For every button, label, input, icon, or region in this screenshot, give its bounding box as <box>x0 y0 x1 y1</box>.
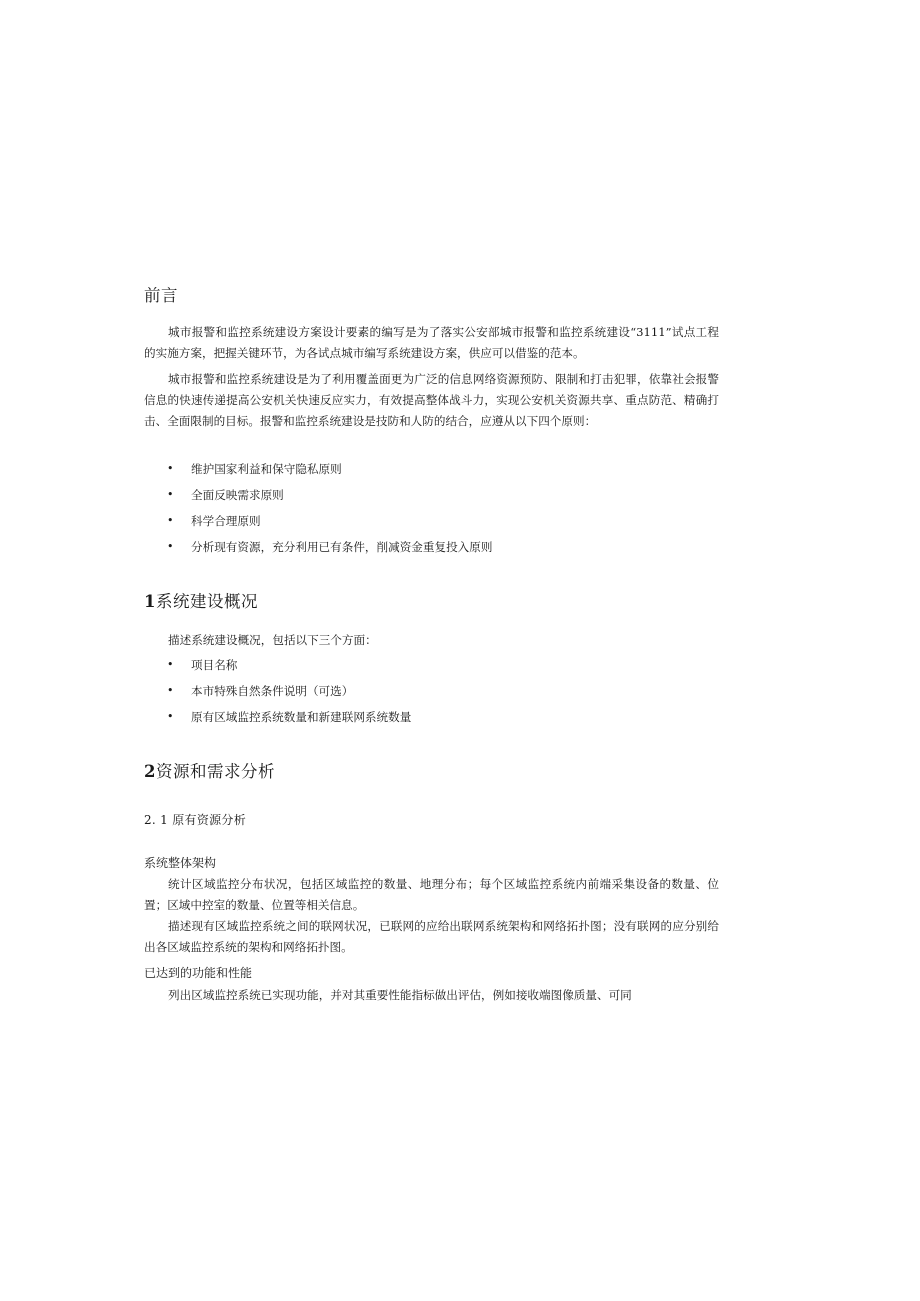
functions-title: 已达到的功能和性能 <box>144 966 253 980</box>
overview-item-3: 原有区域监控系统数量和新建联网系统数量 <box>191 710 412 724</box>
section-1-number: 1 <box>144 592 156 611</box>
section-1-intro: 描述系统建设概况，包括以下三个方面： <box>168 633 377 647</box>
preface-paragraph-2: 城市报警和监控系统建设是为了利用覆盖面更为广泛的信息网络资源预防、限制和打击犯罪，依靠社会报警信息的快速传递提高公安机关快速反应实力，有效提高整体战斗力，实现公安机关资源共享、重点防范、精确打击、全面限制的目标。报警和监控系统建设是技防和人防的结合，应遵从以下四个原则： <box>144 372 719 428</box>
overview-item-2: 本市特殊自然条件说明（可选） <box>191 684 354 698</box>
bullet-icon: • <box>167 488 174 501</box>
bullet-icon: • <box>167 658 174 671</box>
principle-item-4: 分析现有资源，充分利用已有条件，削减资金重复投入原则 <box>191 540 493 554</box>
section-1-heading <box>144 588 258 612</box>
overview-item-1: 项目名称 <box>191 658 238 672</box>
subsection-2-1-title: 原有资源分析 <box>172 813 247 827</box>
bullet-icon: • <box>167 684 174 697</box>
preface-heading: 前言 <box>144 286 178 305</box>
bullet-icon: • <box>167 462 174 475</box>
subsection-2-1-number: 2. 1 <box>144 813 169 827</box>
architecture-title: 系统整体架构 <box>144 856 217 870</box>
architecture-paragraph-2: 描述现有区域监控系统之间的联网状况，已联网的应给出联网系统架构和网络拓扑图；没有联网的应分别给出各区域监控系统的架构和网络拓扑图。 <box>144 919 719 954</box>
subsection-2-1-heading <box>144 811 246 828</box>
section-1-title: 系统建设概况 <box>155 592 258 611</box>
bullet-icon: • <box>167 540 174 553</box>
principle-item-1: 维护国家利益和保守隐私原则 <box>191 462 342 476</box>
preface-paragraph-1: 城市报警和监控系统建设方案设计要素的编写是为了落实公安部城市报警和监控系统建设“3111”试点工程的实施方案，把握关键环节，为各试点城市编写系统建设方案，供应可以借鉴的范本。 <box>144 325 719 360</box>
principle-item-2: 全面反映需求原则 <box>191 488 284 502</box>
section-2-number: 2 <box>144 762 156 781</box>
architecture-paragraph-1: 统计区域监控分布状况，包括区域监控的数量、地理分布；每个区域监控系统内前端采集设备的数量、位置；区域中控室的数量、位置等相关信息。 <box>144 877 719 912</box>
bullet-icon: • <box>167 710 174 723</box>
section-2-heading <box>144 758 275 782</box>
section-2-title: 资源和需求分析 <box>155 762 275 781</box>
bullet-icon: • <box>167 514 174 527</box>
functions-paragraph: 列出区域监控系统已实现功能，并对其重要性能指标做出评估，例如接收端图像质量、可同 <box>168 988 632 1002</box>
principle-item-3: 科学合理原则 <box>191 514 261 528</box>
